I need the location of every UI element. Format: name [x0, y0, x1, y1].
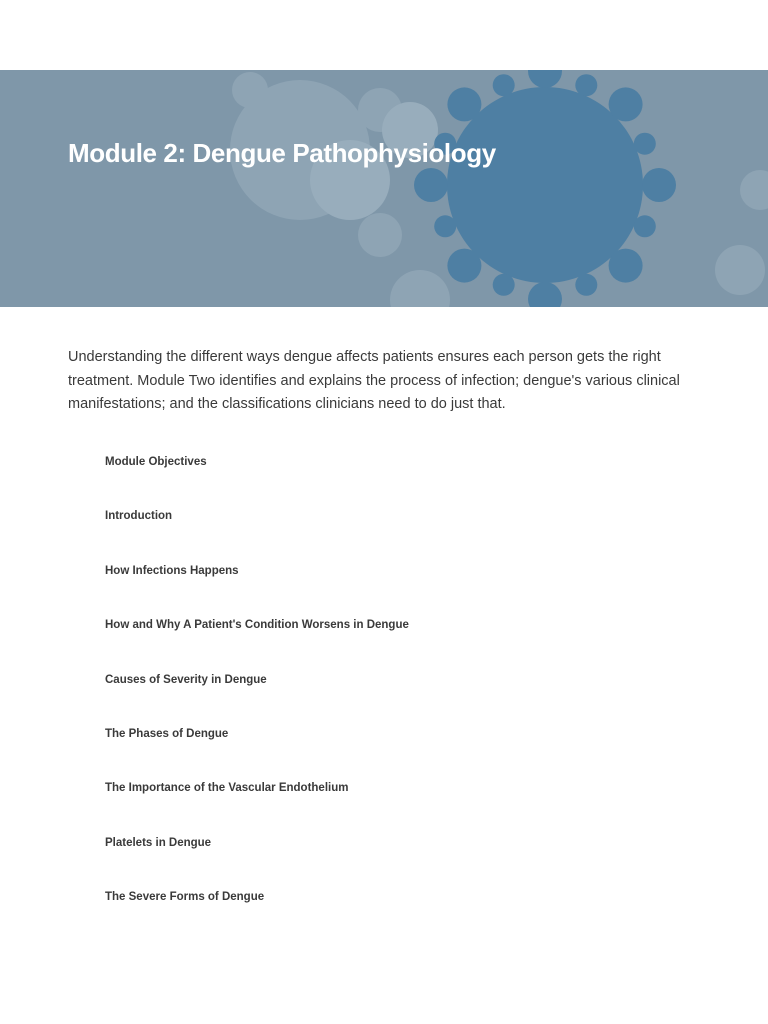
lesson-list-item: [105, 561, 409, 615]
lesson-link[interactable]: Platelets in Dengue: [105, 836, 212, 849]
lesson-list-item: [105, 724, 409, 778]
lesson-link[interactable]: How Infections Happens: [105, 564, 239, 577]
lesson-list-item: [105, 887, 409, 941]
lesson-link[interactable]: The Phases of Dengue: [105, 727, 229, 740]
lesson-list-item: [105, 615, 409, 669]
lesson-link[interactable]: The Importance of the Vascular Endothelium: [105, 782, 349, 795]
lesson-list-item: [105, 833, 409, 887]
virus-icon: [0, 70, 768, 307]
lesson-link[interactable]: Introduction: [105, 510, 173, 523]
lesson-list-item: [105, 506, 409, 560]
lesson-list: [105, 452, 409, 942]
lesson-list-item: [105, 452, 409, 506]
lesson-link[interactable]: Causes of Severity in Dengue: [105, 673, 267, 686]
module-description: Understanding the different ways dengue affects patients ensures each person gets the right treatment. Module Two identifies and explains the process of infection; dengue's various clinical manifestations; and the classifications clinicians need to do just that.: [68, 349, 680, 412]
lesson-link[interactable]: Module Objectives: [105, 456, 207, 468]
lesson-link[interactable]: The Severe Forms of Dengue: [105, 891, 265, 904]
page-title: Module 2: Dengue Pathophysiology: [68, 138, 496, 168]
module-banner: [0, 70, 768, 307]
lesson-link[interactable]: How and Why A Patient's Condition Worsens in Dengue: [105, 619, 409, 632]
lesson-list-item: [105, 670, 409, 724]
lesson-list-item: [105, 778, 409, 832]
